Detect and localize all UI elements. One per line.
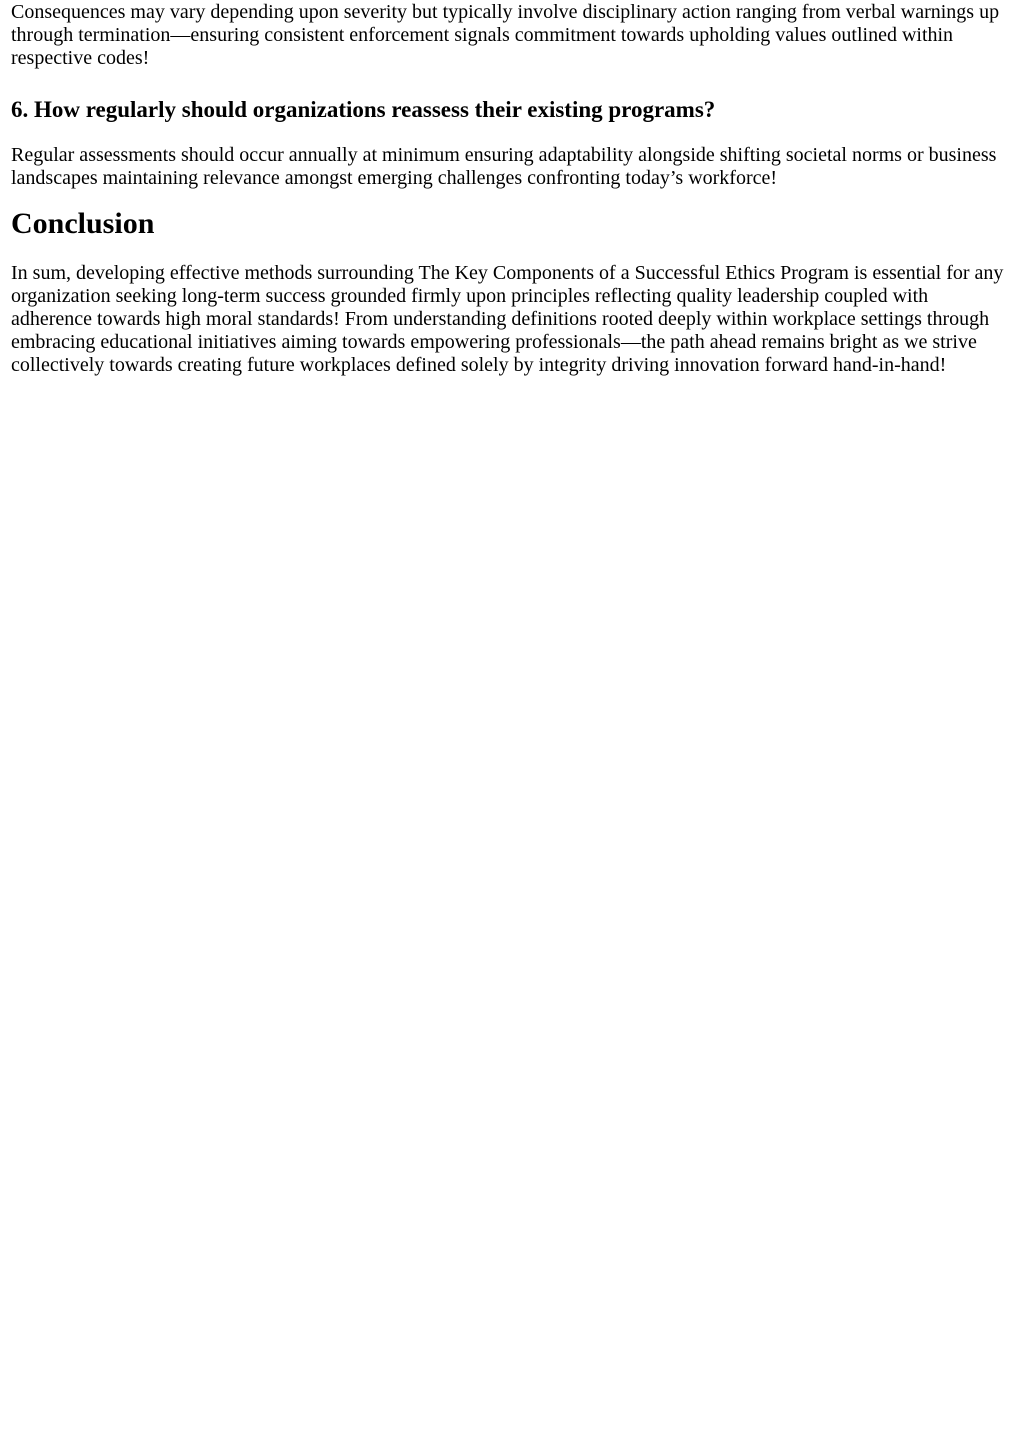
conclusion-paragraph: In sum, developing effective methods surrounding The Key Components of a Successful Ethics Program is essential for any organization seeking long-term success grounded firmly upon principles reflecting quality leadership coupled with adherence towards high moral standards! From understanding definitions rooted deeply within workplace settings through embracing educational initiatives aiming towards empowering professionals—the path ahead remains bright as we strive collectively towards creating future workplaces defined solely by integrity driving innovation forward hand-in-hand!: [11, 262, 1004, 376]
article-content: [11, 0, 1011, 377]
consequences-paragraph: Consequences may vary depending upon severity but typically involve disciplinary action ranging from verbal warnings up through termination—ensuring consistent enforcement signals commitment towards upholding values outlined within respective codes!: [11, 1, 1000, 69]
faq-question-6-heading: 6. How regularly should organizations reassess their existing programs?: [11, 97, 716, 122]
conclusion-heading: Conclusion: [11, 207, 155, 240]
faq-answer-6-paragraph: Regular assessments should occur annually at minimum ensuring adaptability alongside shifting societal norms or business landscapes maintaining relevance amongst emerging challenges confronting today’s workforce!: [11, 144, 997, 189]
